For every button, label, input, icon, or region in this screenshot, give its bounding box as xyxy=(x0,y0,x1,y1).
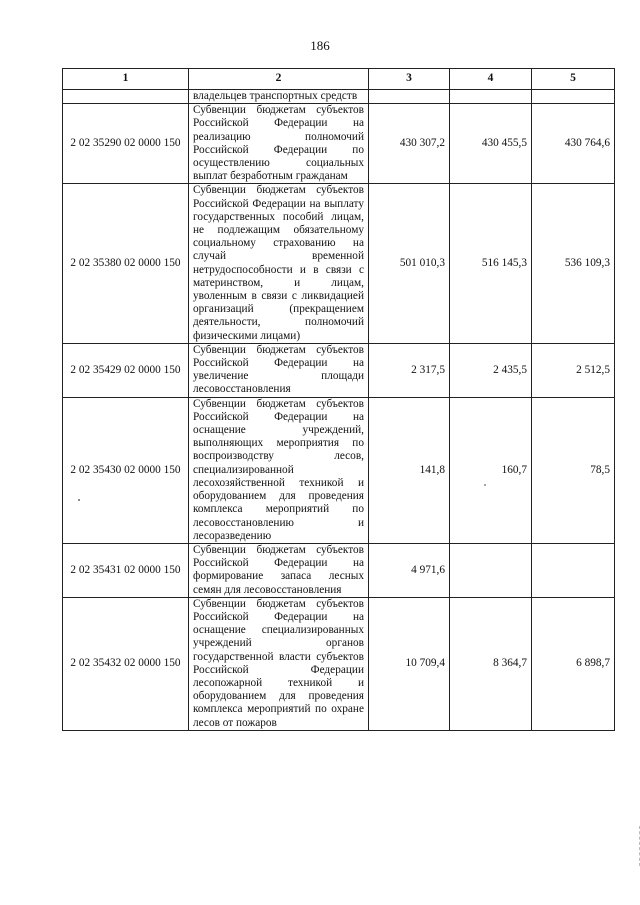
row-value-year2: 430 455,5 xyxy=(450,104,532,184)
table-row xyxy=(63,104,615,184)
row-code: 2 02 35429 02 0000 150 xyxy=(63,343,189,397)
table-row xyxy=(63,343,615,397)
row-value-year1: 141,8 xyxy=(369,397,450,543)
scan-speck xyxy=(484,484,486,486)
row-value-year1: 430 307,2 xyxy=(369,104,450,184)
row-value-year2: 8 364,7 xyxy=(450,597,532,730)
row-value-year3: 536 109,3 xyxy=(532,184,615,343)
row-name: Субвенции бюджетам субъектов Российской Федерации на реализацию полномочий Российской Федерации по осуществлению социальных выплат безработным гражданам xyxy=(189,104,369,184)
row-value-year3: 430 764,6 xyxy=(532,104,615,184)
column-header-4: 4 xyxy=(450,69,532,90)
column-header-5: 5 xyxy=(532,69,615,90)
column-header-2: 2 xyxy=(189,69,369,90)
table-row xyxy=(63,597,615,730)
row-value-year1: 501 010,3 xyxy=(369,184,450,343)
row-code: 2 02 35430 02 0000 150 xyxy=(63,397,189,543)
row-value-year3: 6 898,7 xyxy=(532,597,615,730)
table-row xyxy=(63,543,615,597)
scan-speck xyxy=(78,499,80,501)
table-row xyxy=(63,184,615,343)
row-value-year2 xyxy=(450,543,532,597)
row-name: Субвенции бюджетам субъектов Российской Федерации на увеличение площади лесовосстановления xyxy=(189,343,369,397)
row-value-year1: 10 709,4 xyxy=(369,597,450,730)
row-value-year3: 2 512,5 xyxy=(532,343,615,397)
row-name: владельцев транспортных средств xyxy=(189,90,369,104)
row-code: 2 02 35431 02 0000 150 xyxy=(63,543,189,597)
row-name: Субвенции бюджетам субъектов Российской Федерации на выплату государственных пособий лицам, не подлежащим обязательному социальному страхованию на случай временной нетрудоспособности и в связи с материнством, и лицам, уволенным в связи с ликвидацией организаций (прекращением деятельности, полномочий физическими лицами) xyxy=(189,184,369,343)
budget-table xyxy=(62,68,615,731)
row-value-year1: 4 971,6 xyxy=(369,543,450,597)
row-value-year3 xyxy=(532,543,615,597)
row-value-year2 xyxy=(450,90,532,104)
row-value-year2: 160,7 xyxy=(450,397,532,543)
row-name: Субвенции бюджетам субъектов Российской Федерации на оснащение специализированных учреждений органов государственной власти субъектов Российской Федерации лесопожарной техникой и оборудованием для проведения комплекса мероприятий по охране лесов от пожаров xyxy=(189,597,369,730)
row-value-year3: 78,5 xyxy=(532,397,615,543)
row-name: Субвенции бюджетам субъектов Российской Федерации на формирование запаса лесных семян для лесовосстановления xyxy=(189,543,369,597)
table-header-row xyxy=(63,69,615,90)
row-code xyxy=(63,90,189,104)
row-value-year2: 2 435,5 xyxy=(450,343,532,397)
table-row xyxy=(63,397,615,543)
row-name: Субвенции бюджетам субъектов Российской Федерации на оснащение учреждений, выполняющих мероприятия по воспроизводству лесов, специализированной лесохозяйственной техникой и оборудованием для проведения комплекса мероприятий по лесовосстановлению и лесоразведению xyxy=(189,397,369,543)
column-header-1: 1 xyxy=(63,69,189,90)
table-row xyxy=(63,90,615,104)
column-header-3: 3 xyxy=(369,69,450,90)
row-value-year1: 2 317,5 xyxy=(369,343,450,397)
page-number: 186 xyxy=(310,38,330,53)
row-value-year1 xyxy=(369,90,450,104)
row-value-year2: 516 145,3 xyxy=(450,184,532,343)
row-code: 2 02 35432 02 0000 150 xyxy=(63,597,189,730)
row-code: 2 02 35380 02 0000 150 xyxy=(63,184,189,343)
row-value-year3 xyxy=(532,90,615,104)
row-code: 2 02 35290 02 0000 150 xyxy=(63,104,189,184)
